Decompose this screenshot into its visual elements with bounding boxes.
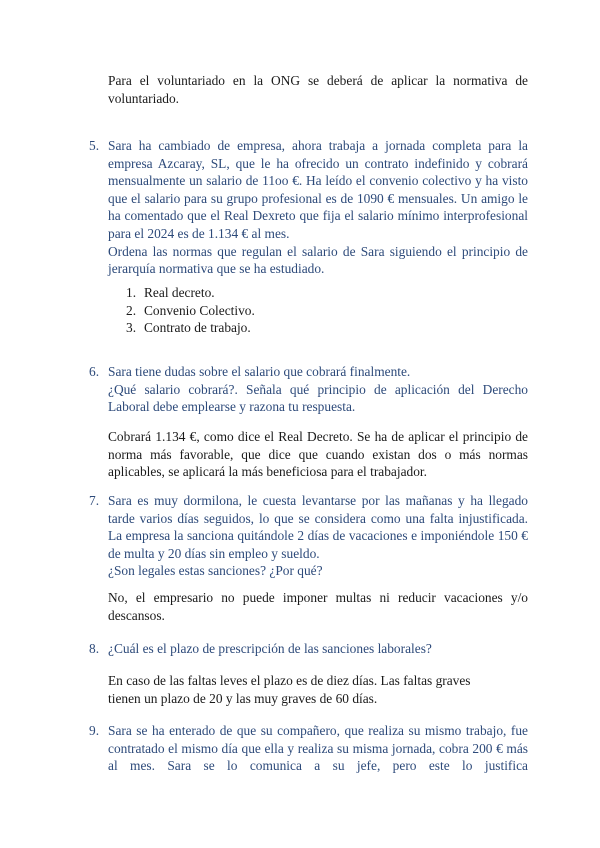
list-item: 3. Contrato de trabajo. bbox=[126, 320, 251, 336]
answer-6-text: Cobrará 1.134 €, como dice el Real Decreto. Se ha de aplicar el principio de norma más favorable, que dice que cuando existan dos o más normas aplicables, se aplicará la más beneficiosa para el trabajador. bbox=[108, 429, 528, 480]
answer-8-line2: tienen un plazo de 20 y las muy graves de 60 días. bbox=[108, 690, 378, 706]
intro-paragraph bbox=[108, 72, 528, 107]
norms-list bbox=[108, 284, 255, 337]
question-6 bbox=[108, 363, 528, 416]
intro-text: Para el voluntariado en la ONG se deberá de aplicar la normativa de voluntariado. bbox=[108, 73, 528, 106]
question-5-instruction: Ordena las normas que regulan el salario de Sara siguiendo el principio de jerarquía normativa que se ha estudiado. bbox=[108, 243, 528, 277]
question-9-text: Sara se ha enterado de que su compañero, que realiza su mismo trabajo, fue contratado el mismo día que ella y realiza su misma jornada, cobra 200 € más al mes. Sara se lo comunica a su jefe, pero este lo justifica bbox=[108, 723, 528, 774]
list-item: 2. Convenio Colectivo. bbox=[126, 302, 255, 318]
question-5 bbox=[108, 137, 528, 278]
answer-6 bbox=[108, 428, 528, 481]
question-6-line2: ¿Qué salario cobrará?. Señala qué principio de aplicación del Derecho Laboral debe emplearse y razona tu respuesta. bbox=[108, 381, 528, 415]
answer-7-text: No, el empresario no puede imponer multas ni reducir vacaciones y/o descansos. bbox=[108, 590, 528, 623]
question-7-question: ¿Son legales estas sanciones? ¿Por qué? bbox=[108, 563, 323, 579]
question-8 bbox=[108, 640, 528, 658]
question-9-number: 9. bbox=[89, 723, 100, 738]
question-8-text: ¿Cuál es el plazo de prescripción de las sanciones laborales? bbox=[108, 641, 432, 656]
question-6-line1: Sara tiene dudas sobre el salario que cobrará finalmente. bbox=[108, 364, 411, 379]
answer-7 bbox=[108, 589, 528, 624]
question-6-number: 6. bbox=[89, 364, 100, 379]
question-5-text: Sara ha cambiado de empresa, ahora trabaja a jornada completa para la empresa Azcaray, SL, que le ha ofrecido un contrato indefinido y cobrará mensualmente un salario de 11oo €. Ha leído el convenio colectivo y ha visto que el salario para su grupo profesional es de 1090 € mensuales. Un amigo le ha comentado que el Real Dexreto que fija el salario mínimo interprofesional para el 2024 es de 1.134 € al mes. bbox=[108, 138, 528, 241]
answer-8 bbox=[108, 672, 528, 707]
list-item: 1. Real decreto. bbox=[126, 285, 215, 300]
question-8-number: 8. bbox=[89, 641, 100, 656]
answer-8-line1: En caso de las faltas leves el plazo es de diez días. Las faltas graves bbox=[108, 673, 471, 688]
question-7-text: Sara es muy dormilona, le cuesta levantarse por las mañanas y ha llegado tarde varios días seguidos, lo que se considera como una falta injustificada. La empresa la sanciona quitándole 2 días de vacaciones e imponiéndole 150 € de multa y 20 días sin empleo y sueldo. bbox=[108, 493, 528, 561]
question-7 bbox=[108, 492, 528, 580]
question-9 bbox=[108, 722, 528, 775]
question-5-number: 5. bbox=[89, 138, 100, 153]
question-7-number: 7. bbox=[89, 493, 100, 508]
